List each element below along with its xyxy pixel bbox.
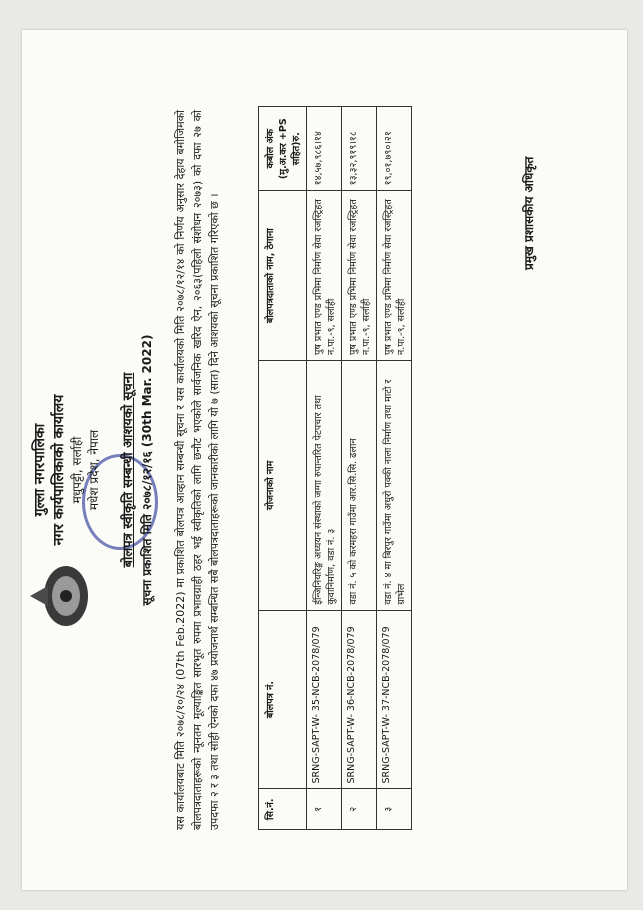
cell: पुष प्रभात एण्ड प्रभिमा निर्माण सेवा रजस्ट्रिहत न.पा.-९, सर्लाही — [342, 191, 377, 361]
table-header-row — [259, 107, 307, 830]
cell: १३,३२,९१९।१८ — [342, 107, 377, 191]
header-line2: नगर कार्यपालिकाको कार्यालय — [51, 394, 67, 546]
bid-table — [258, 106, 412, 830]
col-project-name: योजनाको नाम — [259, 361, 307, 611]
cell: SRNG-SAPT-W- 37-NCB-2078/079 — [377, 610, 412, 789]
cell: १४,५७,९८६।१४ — [307, 107, 342, 191]
table-row — [342, 107, 377, 830]
cell: SRNG-SAPT-W- 36-NCB-2078/079 — [342, 610, 377, 789]
cell: २ — [342, 789, 377, 830]
notice-date: सूचना प्रकाशित मिति २०७८/१२/१६ (30th Mar. 2022) — [140, 334, 154, 606]
cell: ईन्जिनियरिङ्ग अध्ययन संस्थाको जग्गा रुपान्तरित पेटपचार तथा कुवानिर्माण, वडा नं. ३ — [307, 361, 342, 611]
cell: पुष प्रभात एण्ड प्रभिमा निर्माण सेवा रजस्ट्रिहत न.पा.-९, सर्लाही — [307, 191, 342, 361]
cell: १ — [307, 789, 342, 830]
cell: वडा नं. ५ को करमहरा गाउँमा आर.सि.सि. ढलान — [342, 361, 377, 611]
cell: पुष प्रभात एण्ड प्रभिमा निर्माण सेवा रजस्ट्रिहत न.पा.-९, सर्लाही — [377, 191, 412, 361]
rotated-notice — [22, 50, 612, 890]
cell: SRNG-SAPT-W- 35-NCB-2078/079 — [307, 610, 342, 789]
cell: १९,०१,७९०।२१ — [377, 107, 412, 191]
table-row — [307, 107, 342, 830]
cell: ३ — [377, 789, 412, 830]
notice-title: बोलपत्र स्वीकृति सम्बन्धी आशयको सूचना — [121, 372, 136, 568]
header-line4: मधेश प्रदेश, नेपाल — [87, 429, 101, 511]
notice-body: यस कार्यालयबाट मिति २०७८/१०/२४ (07th Feb.2022) मा प्रकाशित बोलपत्र आव्हान सम्बन्धी सूचना र यस कार्यालयको मिति २०७८/१२/१४ को निर्णय अनुसार देहाय बमोजिमको बोलपत्रदाताहरूको न्यूनतम मूल्याङ्कित सारभूत रुपमा प्रभावग्राही ठहर भई स्वीकृतिको लागि छनौट भएकोले सार्वजनिक खरिद ऐन, २०६३(पहिलो संशोधन २०७३) को दफा २७ को उपदफा २ र ३ तथा सोही ऐनको दफा ४७ प्रयोजनार्थ सम्बन्धित सबै बोलपत्रदाताहरूको जानकारीको लागि यो ७ (सात) दिने आशयको सूचना प्रकाशित गरिएको छ । — [174, 110, 221, 830]
office-header — [30, 50, 102, 890]
cell: वडा नं. ४ मा बिरपुर गाउँमा अधुरो पक्की नाला निर्माण तथा माटो र ग्राभेल — [377, 361, 412, 611]
col-amount: कबोल अंक (मु.अ.कर +PS सहित)रु. — [259, 107, 307, 191]
document-page — [22, 30, 627, 890]
table-row — [377, 107, 412, 830]
col-sn: सि.नं. — [259, 789, 307, 830]
signature-label: प्रमुख प्रशासकीय अधिकृत — [522, 156, 536, 270]
col-bid-no: बोलपत्र नं. — [259, 610, 307, 789]
header-line1: गुल्ला नगरपालिका — [32, 423, 48, 517]
header-line3: मधुपट्टी, सर्लाही — [70, 436, 84, 504]
col-bidder: बोलपत्रदाताको नाम, ठेगाना — [259, 191, 307, 361]
